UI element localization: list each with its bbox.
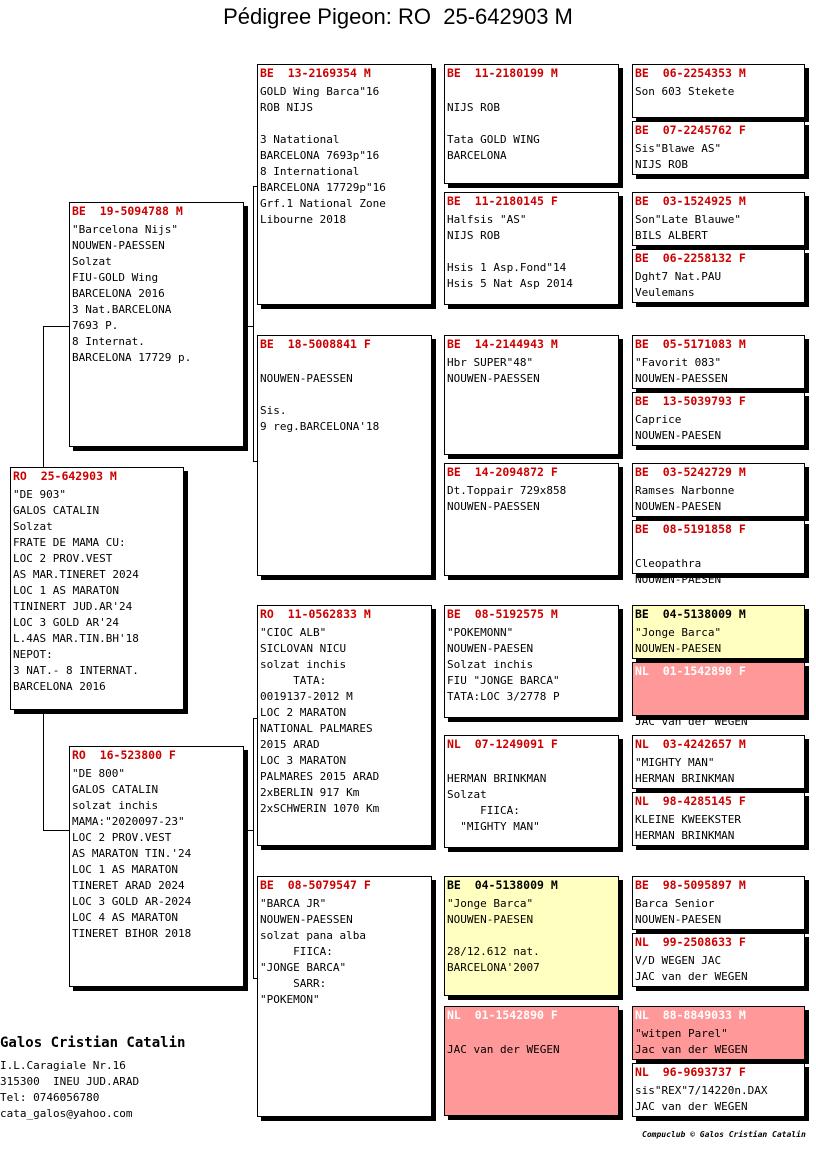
pigeon-info-line: NOUWEN-PAESEN xyxy=(635,500,722,513)
pedigree-box-dsds xyxy=(632,735,805,789)
pigeon-info-line: LOC 3 GOLD AR'24 xyxy=(13,616,119,629)
pigeon-info-line: Veulemans xyxy=(635,286,695,299)
pedigree-box-sdds xyxy=(632,463,805,517)
pigeon-info-line xyxy=(635,682,802,698)
pigeon-info-line: NOUWEN-PAESSEN xyxy=(72,239,165,252)
pigeon-info-line: LOC 1 AS MARATON xyxy=(72,863,178,876)
ring-number: BE 13-5039793 F xyxy=(635,394,746,408)
pigeon-info-line: Solzat xyxy=(72,255,112,268)
owner-address-line: I.L.Caragiale Nr.16 xyxy=(0,1059,126,1072)
pigeon-info-line: FIU-GOLD Wing xyxy=(72,271,159,284)
pedigree-box-subject xyxy=(10,467,184,710)
pigeon-info-line: NOUWEN-PAESEN xyxy=(635,913,722,926)
page-title: Pédigree Pigeon: RO 25-642903 M xyxy=(223,4,573,29)
ring-number: BE 14-2144943 M xyxy=(447,337,558,351)
pigeon-info-line: NOUWEN-PAESSEN xyxy=(635,372,728,385)
pigeon-info-line: JAC van der WEGEN xyxy=(635,715,748,728)
pigeon-info-line: NOUWEN-PAESSEN xyxy=(447,500,540,513)
ring-number: BE 14-2094872 F xyxy=(447,465,558,479)
owner-phone: Tel: 0746056780 xyxy=(0,1091,100,1104)
pigeon-info-line: "DE 903" xyxy=(13,488,66,501)
pigeon-info-line: SARR: xyxy=(260,977,327,990)
pigeon-info-line: LOC 3 GOLD AR-2024 xyxy=(72,895,192,908)
ring-number: BE 04-5138009 M xyxy=(635,607,746,621)
ring-number: BE 04-5138009 M xyxy=(447,878,558,892)
pigeon-info-line xyxy=(447,244,616,260)
pigeon-info-line: TININERT JUD.AR'24 xyxy=(13,600,133,613)
pigeon-info-line xyxy=(447,1026,616,1042)
pigeon-info-line: LOC 2 MARATON xyxy=(260,706,347,719)
pigeon-info-line xyxy=(635,540,802,556)
pigeon-info-line xyxy=(447,84,616,100)
pigeon-info-line: Hsis 5 Nat Asp 2014 xyxy=(447,277,573,290)
connector-line xyxy=(43,710,44,830)
pigeon-info-line: "CIOC ALB" xyxy=(260,626,327,639)
ring-number: BE 05-5171083 M xyxy=(635,337,746,351)
ring-number: BE 08-5192575 M xyxy=(447,607,558,621)
pigeon-info-line: Solzat xyxy=(447,788,487,801)
pedigree-box-sdd xyxy=(444,463,619,576)
pigeon-info-line: LOC 2 PROV.VEST xyxy=(13,552,113,565)
ring-number: NL 03-4242657 M xyxy=(635,737,746,751)
pigeon-info-line: TINERET ARAD 2024 xyxy=(72,879,185,892)
ring-number: BE 03-1524925 M xyxy=(635,194,746,208)
pigeon-info-line xyxy=(260,116,429,132)
pedigree-box-sssd xyxy=(632,121,805,175)
pigeon-info-line: BARCELONA 17729 p. xyxy=(72,351,192,364)
pigeon-info-line: Hbr SUPER"48" xyxy=(447,356,534,369)
pigeon-info-line: "DE 800" xyxy=(72,767,125,780)
pigeon-info-line: GALOS CATALIN xyxy=(72,783,159,796)
ring-number: NL 98-4285145 F xyxy=(635,794,746,808)
ring-number: NL 01-1542890 F xyxy=(635,664,746,678)
connector-line xyxy=(244,326,253,327)
owner-name: Galos Cristian Catalin xyxy=(0,1035,186,1051)
ring-number: BE 07-2245762 F xyxy=(635,123,746,137)
pigeon-info-line: BARCELONA 2016 xyxy=(72,287,165,300)
pigeon-info-line: AS MARATON TIN.'24 xyxy=(72,847,192,860)
pigeon-info-line: NOUWEN-PAESSEN xyxy=(260,913,353,926)
pedigree-box-sss xyxy=(444,64,619,184)
pedigree-box-dd xyxy=(257,876,432,1117)
ring-number: BE 06-2254353 M xyxy=(635,66,746,80)
pigeon-info-line: JAC van der WEGEN xyxy=(635,1100,748,1113)
pigeon-info-line: HERMAN BRINKMAN xyxy=(635,829,735,842)
pigeon-info-line: BARCELONA'2007 xyxy=(447,961,540,974)
pedigree-box-dssd xyxy=(632,662,805,728)
pigeon-info-line: Grf.1 National Zone xyxy=(260,197,386,210)
pigeon-info-line: NIJS ROB xyxy=(447,101,500,114)
pigeon-info-line: "POKEMON" xyxy=(260,993,320,1006)
pigeon-info-line: NIJS ROB xyxy=(447,229,500,242)
ring-number: BE 18-5008841 F xyxy=(260,337,371,351)
pigeon-info-line: 2015 ARAD xyxy=(260,738,320,751)
pigeon-info-line: Sis. xyxy=(260,404,287,417)
pigeon-info-line: KLEINE KWEEKSTER xyxy=(635,813,741,826)
pedigree-box-sd xyxy=(257,335,432,576)
ring-number: NL 07-1249091 F xyxy=(447,737,558,751)
pigeon-info-line xyxy=(635,698,802,714)
pigeon-info-line: "Favorit 083" xyxy=(635,356,722,369)
pigeon-info-line: 9 reg.BARCELONA'18 xyxy=(260,420,380,433)
connector-line xyxy=(43,326,70,327)
pigeon-info-line: "Barcelona Nijs" xyxy=(72,223,178,236)
connector-line xyxy=(244,830,253,831)
pigeon-info-line: Cleopathra xyxy=(635,557,702,570)
pigeon-info-line: Tata GOLD WING xyxy=(447,133,540,146)
pigeon-info-line: AS MAR.TINERET 2024 xyxy=(13,568,139,581)
pigeon-info-line: FIICA: xyxy=(447,804,520,817)
pigeon-info-line: BARCELONA 2016 xyxy=(13,680,106,693)
pigeon-info-line: 0019137-2012 M xyxy=(260,690,353,703)
pigeon-info-line: solzat inchis xyxy=(260,658,347,671)
ring-number: NL 01-1542890 F xyxy=(447,1008,558,1022)
pigeon-info-line: 2xBERLIN 917 Km xyxy=(260,786,360,799)
pigeon-info-line: BILS ALBERT xyxy=(635,229,708,242)
pigeon-info-line: 28/12.612 nat. xyxy=(447,945,540,958)
pedigree-box-dam xyxy=(69,746,244,987)
pigeon-info-line: 7693 P. xyxy=(72,319,119,332)
pigeon-info-line: GALOS CATALIN xyxy=(13,504,100,517)
pedigree-box-sddd xyxy=(632,520,805,586)
pigeon-info-line: sis"REX"7/14220n.DAX xyxy=(635,1084,768,1097)
pigeon-info-line: TINERET BIHOR 2018 xyxy=(72,927,192,940)
pigeon-info-line: HERMAN BRINKMAN xyxy=(447,772,547,785)
software-credit: Compuclub © Galos Cristian Catalin xyxy=(642,1130,806,1139)
pigeon-info-line: NOUWEN-PAESEN xyxy=(635,573,722,586)
pedigree-box-ddds xyxy=(632,1006,805,1060)
pigeon-info-line: "MIGHTY MAN" xyxy=(635,756,715,769)
pigeon-info-line xyxy=(447,755,616,771)
pigeon-info-line: JAC van der WEGEN xyxy=(447,1043,560,1056)
pigeon-info-line: V/D WEGEN JAC xyxy=(635,954,722,967)
pigeon-info-line: Solzat inchis xyxy=(447,658,534,671)
connector-line xyxy=(43,830,70,831)
pedigree-box-sdss xyxy=(632,335,805,389)
pigeon-info-line: NIJS ROB xyxy=(635,158,688,171)
pigeon-info-line: Jac van der WEGEN xyxy=(635,1043,748,1056)
pigeon-info-line: Libourne 2018 xyxy=(260,213,347,226)
pigeon-info-line: "BARCA JR" xyxy=(260,897,327,910)
pedigree-box-dsss xyxy=(632,605,805,659)
pigeon-info-line: Sis"Blawe AS" xyxy=(635,142,722,155)
pedigree-box-sdsd xyxy=(632,392,805,446)
pigeon-info-line: "JONGE BARCA" xyxy=(260,961,347,974)
pigeon-info-line: 2xSCHWERIN 1070 Km xyxy=(260,802,380,815)
pigeon-info-line: TATA:LOC 3/2778 P xyxy=(447,690,560,703)
pedigree-box-ssds xyxy=(632,192,805,246)
pigeon-info-line xyxy=(447,116,616,132)
ring-number: BE 11-2180145 F xyxy=(447,194,558,208)
pigeon-info-line: Son 603 Stekete xyxy=(635,85,735,98)
ring-number: RO 25-642903 M xyxy=(13,469,117,483)
pigeon-info-line: 3 Nat.BARCELONA xyxy=(72,303,172,316)
pigeon-info-line: LOC 2 PROV.VEST xyxy=(72,831,172,844)
ring-number: BE 11-2180199 M xyxy=(447,66,558,80)
ring-number: NL 96-9693737 F xyxy=(635,1065,746,1079)
pigeon-info-line: JAC van der WEGEN xyxy=(635,970,748,983)
pigeon-info-line: NEPOT: xyxy=(13,648,53,661)
ring-number: RO 16-523800 F xyxy=(72,748,176,762)
pedigree-box-ddd xyxy=(444,1006,619,1116)
pigeon-info-line: NATIONAL PALMARES xyxy=(260,722,373,735)
pigeon-info-line: FIU "JONGE BARCA" xyxy=(447,674,560,687)
pigeon-info-line: NOUWEN-PAESEN xyxy=(635,429,722,442)
pigeon-info-line: Solzat xyxy=(13,520,53,533)
pigeon-info-line: 8 Internat. xyxy=(72,335,145,348)
pigeon-info-line: BARCELONA 7693p"16 xyxy=(260,149,380,162)
pigeon-info-line: "witpen Parel" xyxy=(635,1027,728,1040)
pigeon-info-line: HERMAN BRINKMAN xyxy=(635,772,735,785)
ring-number: BE 03-5242729 M xyxy=(635,465,746,479)
pigeon-info-line: LOC 4 AS MARATON xyxy=(72,911,178,924)
pigeon-info-line: "POKEMONN" xyxy=(447,626,514,639)
pigeon-info-line: NOUWEN-PAESEN xyxy=(447,913,534,926)
ring-number: BE 06-2258132 F xyxy=(635,251,746,265)
pigeon-info-line: NOUWEN-PAESEN xyxy=(447,642,534,655)
pigeon-info-line: Hsis 1 Asp.Fond"14 xyxy=(447,261,567,274)
ring-number: NL 99-2508633 F xyxy=(635,935,746,949)
pigeon-info-line: LOC 3 MARATON xyxy=(260,754,347,767)
pigeon-info-line: 3 Natational xyxy=(260,133,340,146)
connector-line xyxy=(253,718,254,978)
owner-address-line: 315300 INEU JUD.ARAD xyxy=(0,1075,140,1088)
ring-number: BE 08-5191858 F xyxy=(635,522,746,536)
pigeon-info-line: Caprice xyxy=(635,413,682,426)
pigeon-info-line: 3 NAT.- 8 INTERNAT. xyxy=(13,664,139,677)
pigeon-info-line: solzat inchis xyxy=(72,799,159,812)
pedigree-box-dss xyxy=(444,605,619,718)
pigeon-info-line xyxy=(447,928,616,944)
pedigree-box-ssss xyxy=(632,64,805,118)
pigeon-info-line: FIICA: xyxy=(260,945,333,958)
pigeon-info-line: Son"Late Blauwe" xyxy=(635,213,741,226)
connector-line xyxy=(253,186,254,462)
pedigree-box-dsdd xyxy=(632,792,805,846)
pedigree-box-dsd xyxy=(444,735,619,848)
pigeon-info-line: BARCELONA 17729p"16 xyxy=(260,181,386,194)
pigeon-info-line: GOLD Wing Barca"16 xyxy=(260,85,380,98)
pedigree-box-ddss xyxy=(632,876,805,930)
pigeon-info-line: "Jonge Barca" xyxy=(635,626,722,639)
pigeon-info-line: TATA: xyxy=(260,674,327,687)
pedigree-box-ss xyxy=(257,64,432,305)
pigeon-info-line: PALMARES 2015 ARAD xyxy=(260,770,380,783)
ring-number: NL 88-8849033 M xyxy=(635,1008,746,1022)
pigeon-info-line: L.4AS MAR.TIN.BH'18 xyxy=(13,632,139,645)
pigeon-info-line: LOC 1 AS MARATON xyxy=(13,584,119,597)
pigeon-info-line: Dght7 Nat.PAU xyxy=(635,270,722,283)
pedigree-box-ssd xyxy=(444,192,619,305)
pedigree-box-ds xyxy=(257,605,432,846)
pigeon-info-line: NOUWEN-PAESSEN xyxy=(447,372,540,385)
connector-line xyxy=(43,326,44,468)
pigeon-info-line: Halfsis "AS" xyxy=(447,213,527,226)
pigeon-info-line: NOUWEN-PAESSEN xyxy=(260,372,353,385)
pigeon-info-line: ROB NIJS xyxy=(260,101,313,114)
pigeon-info-line xyxy=(260,387,429,403)
pigeon-info-line: MAMA:"2020097-23" xyxy=(72,815,185,828)
pedigree-box-sire xyxy=(69,202,244,447)
pedigree-box-ssdd xyxy=(632,249,805,303)
pigeon-info-line: SICLOVAN NICU xyxy=(260,642,347,655)
ring-number: RO 11-0562833 M xyxy=(260,607,371,621)
pigeon-info-line: NOUWEN-PAESEN xyxy=(635,642,722,655)
pigeon-info-line: "MIGHTY MAN" xyxy=(447,820,540,833)
pedigree-box-dddd xyxy=(632,1063,805,1117)
owner-email: cata_galos@yahoo.com xyxy=(0,1107,133,1120)
pedigree-box-ddsd xyxy=(632,933,805,987)
pedigree-box-dds xyxy=(444,876,619,996)
pedigree-box-sds xyxy=(444,335,619,455)
ring-number: BE 98-5095897 M xyxy=(635,878,746,892)
ring-number: BE 19-5094788 M xyxy=(72,204,183,218)
pigeon-info-line: Ramses Narbonne xyxy=(635,484,735,497)
ring-number: BE 13-2169354 M xyxy=(260,66,371,80)
pigeon-info-line: "Jonge Barca" xyxy=(447,897,534,910)
pigeon-info-line xyxy=(260,355,429,371)
pigeon-info-line: FRATE DE MAMA CU: xyxy=(13,536,126,549)
pigeon-info-line: solzat pana alba xyxy=(260,929,366,942)
ring-number: BE 08-5079547 F xyxy=(260,878,371,892)
pigeon-info-line: Dt.Toppair 729x858 xyxy=(447,484,567,497)
pigeon-info-line: Barca Senior xyxy=(635,897,715,910)
pigeon-info-line: 8 International xyxy=(260,165,360,178)
pigeon-info-line: BARCELONA xyxy=(447,149,507,162)
